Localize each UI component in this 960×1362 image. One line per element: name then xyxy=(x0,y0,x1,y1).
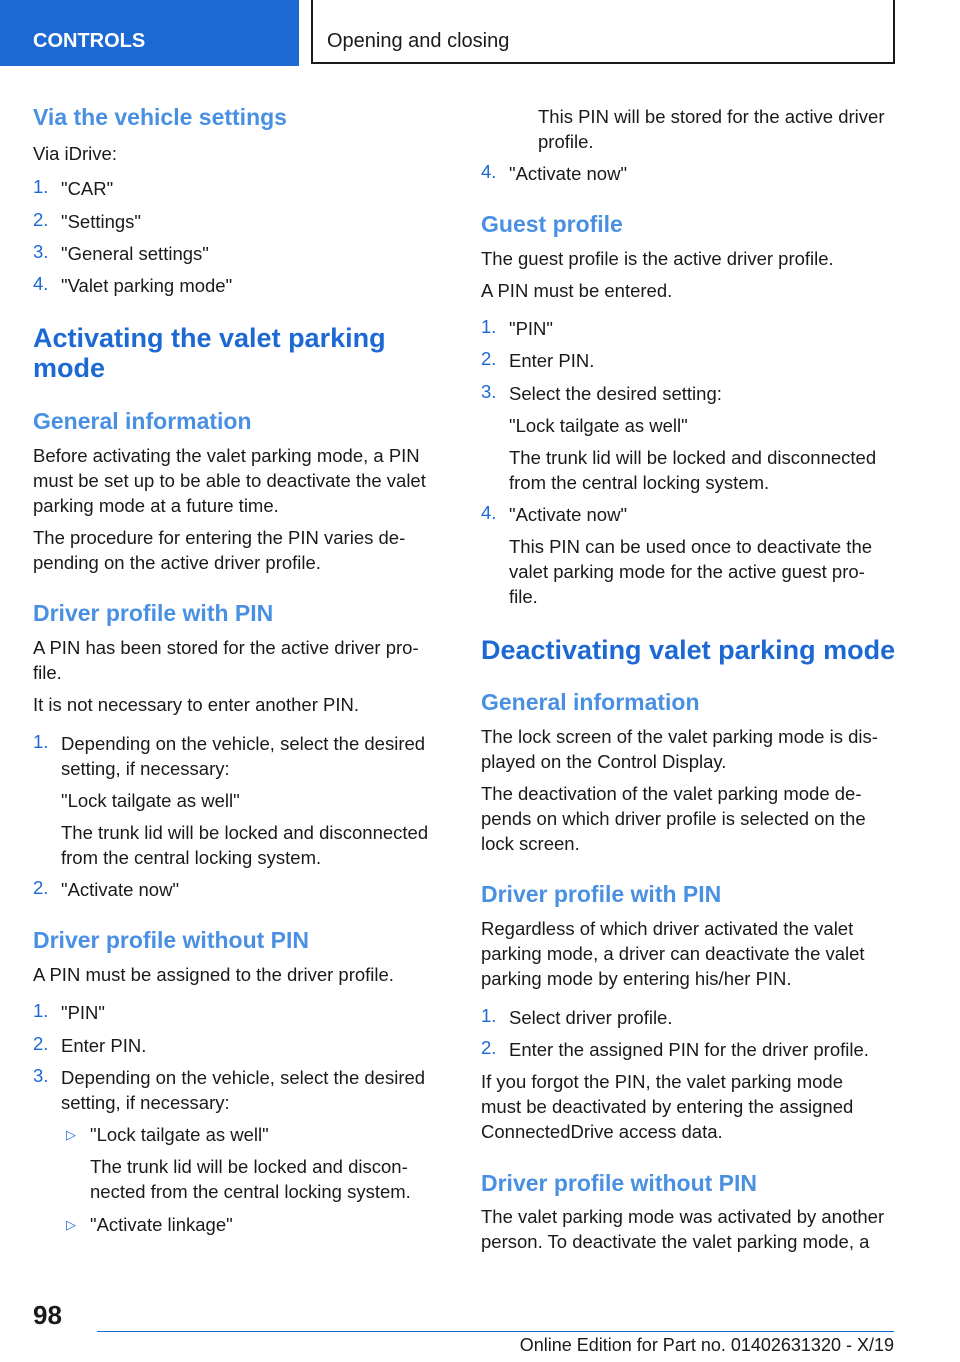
paragraph-line: Before activating the valet parking mode, a PIN xyxy=(33,445,420,466)
paragraph-line: parking mode at a future time. xyxy=(33,495,279,516)
list-item: "Activate linkage" xyxy=(90,1214,233,1235)
list-item: "PIN" xyxy=(61,1002,105,1023)
paragraph-line: The valet parking mode was activated by another xyxy=(481,1206,885,1227)
list-item: "Activate now" xyxy=(509,504,628,525)
bullet-triangle-icon: ▷ xyxy=(66,1217,76,1232)
list-item: from the central locking system. xyxy=(509,472,770,493)
list-item: This PIN can be used once to deactivate the xyxy=(509,536,873,557)
list-item: This PIN will be stored for the active driver xyxy=(538,106,885,127)
list-item: Depending on the vehicle, select the desired xyxy=(61,1067,426,1088)
paragraph-line: pends on which driver profile is selected on the xyxy=(481,808,866,829)
list-item: "Lock tailgate as well" xyxy=(90,1124,269,1145)
list-item: profile. xyxy=(538,131,594,152)
list-item: nected from the central locking system. xyxy=(90,1181,411,1202)
list-item: Enter PIN. xyxy=(61,1035,147,1056)
list-item: Select the desired setting: xyxy=(509,383,722,404)
heading-driver-without-pin: Driver profile without PIN xyxy=(481,1170,758,1196)
chapter-title: Opening and closing xyxy=(327,30,510,52)
list-item: file. xyxy=(509,586,538,607)
list-item: "Settings" xyxy=(61,211,141,232)
step-number: 3. xyxy=(481,381,497,402)
step-number: 1. xyxy=(33,176,49,197)
paragraph-line: parking mode by entering his/her PIN. xyxy=(481,968,792,989)
step-number: 2. xyxy=(33,209,49,230)
heading-driver-without-pin: Driver profile without PIN xyxy=(33,927,310,953)
heading-deactivating: Deactivating valet parking mode xyxy=(481,635,896,665)
paragraph-line: must be deactivated by entering the assigned xyxy=(481,1096,854,1117)
step-number: 1. xyxy=(481,1005,497,1026)
section-tab xyxy=(0,0,299,66)
step-number: 4. xyxy=(481,502,497,523)
heading-activating-l1: Activating the valet parking xyxy=(33,323,386,353)
paragraph-line: must be set up to be able to deactivate the valet xyxy=(33,470,426,491)
section-title: CONTROLS xyxy=(33,30,146,52)
list-item: setting, if necessary: xyxy=(61,1092,230,1113)
step-number: 2. xyxy=(481,1037,497,1058)
list-item: from the central locking system. xyxy=(61,847,322,868)
step-number: 3. xyxy=(33,1065,49,1086)
heading-driver-with-pin: Driver profile with PIN xyxy=(481,881,722,907)
paragraph-line: A PIN must be assigned to the driver profile. xyxy=(33,964,394,985)
list-item: "Activate now" xyxy=(61,879,180,900)
footer-divider xyxy=(97,1331,894,1332)
paragraph-line: The guest profile is the active driver profile. xyxy=(481,248,834,269)
step-number: 4. xyxy=(481,161,497,182)
step-number: 1. xyxy=(33,1000,49,1021)
step-number: 1. xyxy=(33,731,49,752)
heading-vehicle-settings: Via the vehicle settings xyxy=(33,104,287,130)
list-item: "Activate now" xyxy=(509,163,628,184)
heading-general-info: General information xyxy=(481,689,700,715)
heading-driver-with-pin: Driver profile with PIN xyxy=(33,600,274,626)
footer-edition: Online Edition for Part no. 01402631320 - X/19 xyxy=(519,1335,894,1355)
paragraph-line: parking mode, a driver can deactivate the valet xyxy=(481,943,865,964)
heading-guest-profile: Guest profile xyxy=(481,211,623,237)
paragraph-line: The deactivation of the valet parking mode de- xyxy=(481,783,862,804)
list-item: "Valet parking mode" xyxy=(61,275,233,296)
list-item: "Lock tailgate as well" xyxy=(509,415,688,436)
paragraph-line: ConnectedDrive access data. xyxy=(481,1121,723,1142)
step-number: 4. xyxy=(33,273,49,294)
list-item: "Lock tailgate as well" xyxy=(61,790,240,811)
paragraph-line: The lock screen of the valet parking mode is dis- xyxy=(481,726,878,747)
step-number: 2. xyxy=(33,877,49,898)
list-item: Depending on the vehicle, select the desired xyxy=(61,733,426,754)
heading-general-info: General information xyxy=(33,408,252,434)
paragraph-line: file. xyxy=(33,662,62,683)
page-number: 98 xyxy=(33,1300,62,1330)
paragraph-line: The procedure for entering the PIN varies de- xyxy=(33,527,406,548)
paragraph-line: person. To deactivate the valet parking mode, a xyxy=(481,1231,870,1252)
list-item: The trunk lid will be locked and disconnected xyxy=(509,447,877,468)
list-item: Enter the assigned PIN for the driver profile. xyxy=(509,1039,869,1060)
paragraph-line: A PIN has been stored for the active driver pro- xyxy=(33,637,419,658)
step-number: 3. xyxy=(33,241,49,262)
list-item: "PIN" xyxy=(509,318,553,339)
paragraph: Via iDrive: xyxy=(33,143,117,164)
list-item: setting, if necessary: xyxy=(61,758,230,779)
list-item: The trunk lid will be locked and discon- xyxy=(90,1156,408,1177)
step-number: 2. xyxy=(33,1033,49,1054)
list-item: Select driver profile. xyxy=(509,1007,673,1028)
chapter-tab xyxy=(311,0,895,64)
step-number: 1. xyxy=(481,316,497,337)
heading-activating-l2: mode xyxy=(33,353,106,383)
bullet-triangle-icon: ▷ xyxy=(66,1127,76,1142)
list-item: "General settings" xyxy=(61,243,209,264)
step-number: 2. xyxy=(481,348,497,369)
list-item: Enter PIN. xyxy=(509,350,595,371)
paragraph-line: If you forgot the PIN, the valet parking mode xyxy=(481,1071,843,1092)
list-item: "CAR" xyxy=(61,178,114,199)
list-item: valet parking mode for the active guest pro- xyxy=(509,561,865,582)
paragraph-line: Regardless of which driver activated the valet xyxy=(481,918,854,939)
paragraph-line: It is not necessary to enter another PIN. xyxy=(33,694,359,715)
paragraph-line: A PIN must be entered. xyxy=(481,280,673,301)
paragraph-line: pending on the active driver profile. xyxy=(33,552,321,573)
list-item: The trunk lid will be locked and disconnected xyxy=(61,822,429,843)
paragraph-line: lock screen. xyxy=(481,833,580,854)
paragraph-line: played on the Control Display. xyxy=(481,751,727,772)
